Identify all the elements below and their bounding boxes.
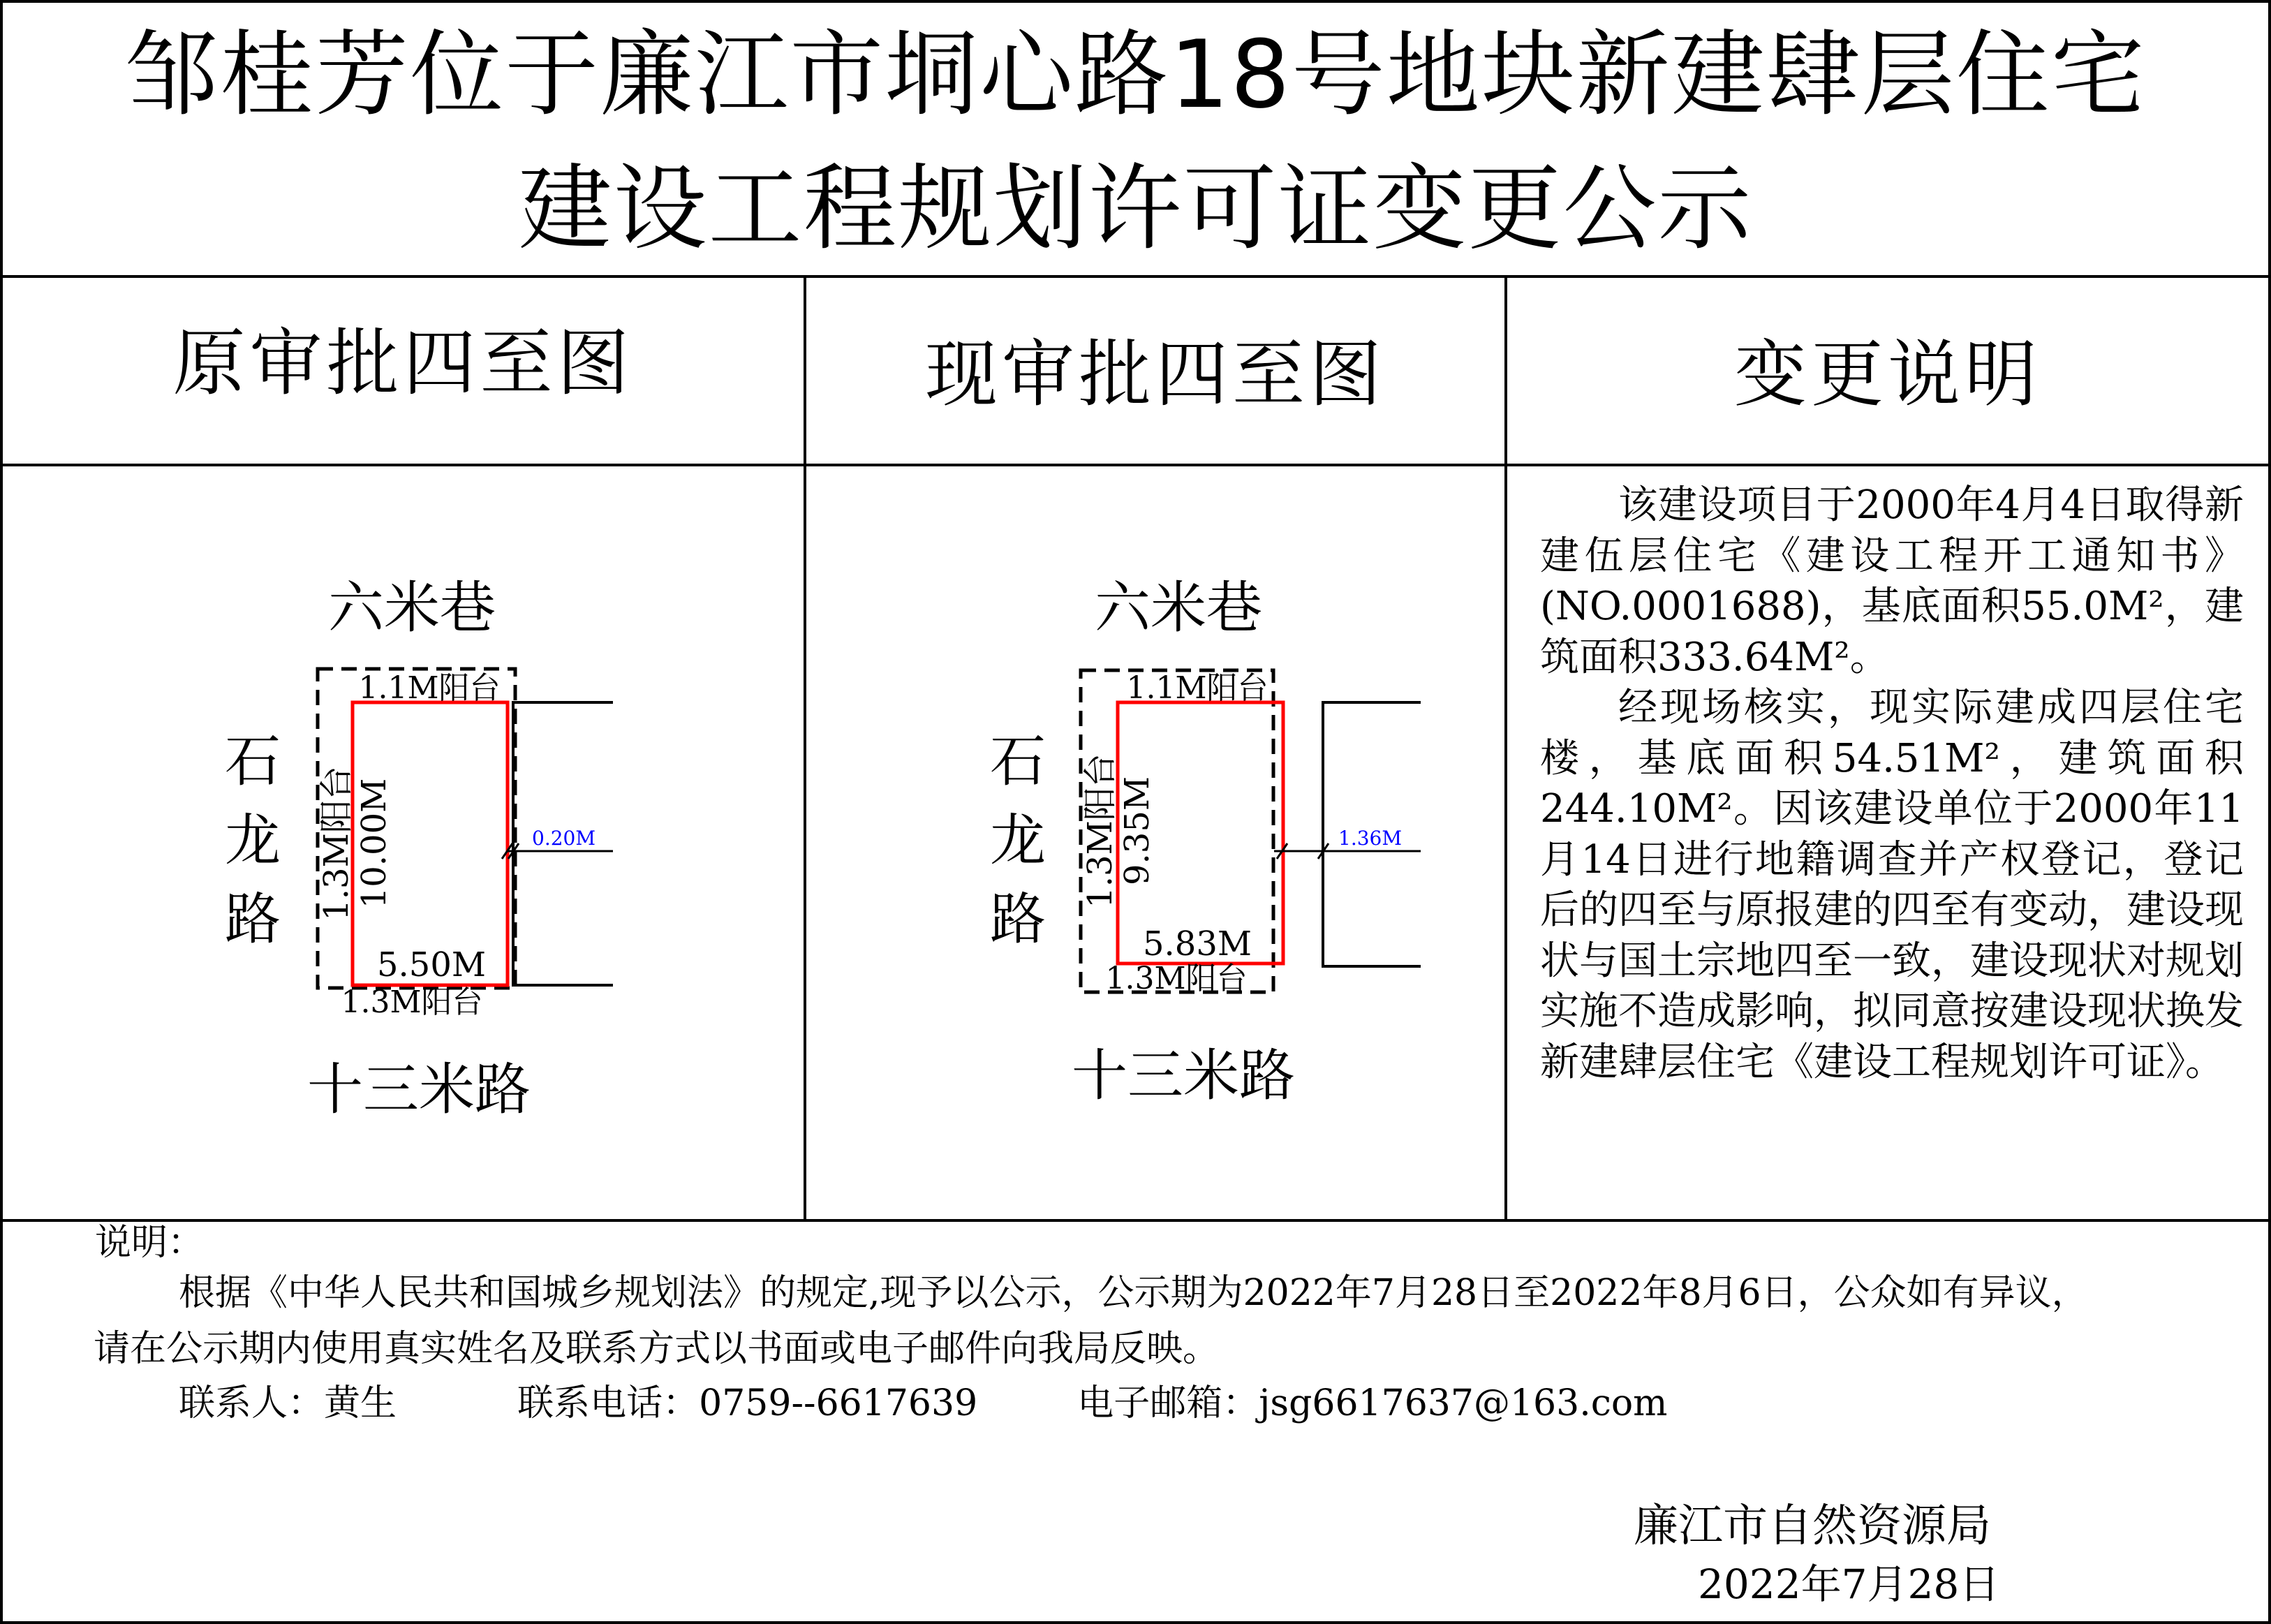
change-description-para2: 经现场核实，现实际建成四层住宅楼，基底面积54.51M²，建筑面积244.10M²。因该建设单位于2000年11月14日进行地籍调查并产权登记，登记后的四至与原报建的四至有变动，建设现状与国土宗地四至一致，建设现状对规划实施不造成影响，拟同意按建设现状换发新建肆层住宅《建设工程规划许可证》。 [1540,685,2244,1085]
original-gap-label: 0.20M [532,827,596,850]
border-top [0,0,2271,3]
original-top-balcony-label: 1.1M阳台 [358,670,501,706]
notice-title-line1: 邹桂芳位于廉江市垌心路18号地块新建肆层住宅 [125,20,2146,129]
original-bottom-balcony-label: 1.3M阳台 [341,984,483,1020]
change-description [1540,480,2244,1088]
current-width-label: 5.83M [1142,924,1252,964]
notes-line1: 根据《中华人民共和国城乡规划法》的规定,现予以公示，公示期为2022年7月28日至2022年8月6日，公众如有异议， [179,1272,2088,1314]
rule-under-title [0,275,2271,278]
current-bottom-balcony-label: 1.3M阳台 [1105,961,1248,996]
email-address: jsg6617637@163.com [1259,1382,1668,1424]
original-south-road: 十三米路 [307,1057,531,1122]
original-west-road-char-2: 龙 [225,808,281,873]
header-current-map: 现审批四至图 [924,332,1386,417]
contact-info [179,1382,1668,1424]
col-divider-2 [1504,275,1507,1222]
issue-date: 2022年7月28日 [1698,1560,2000,1608]
current-top-balcony-label: 1.1M阳台 [1126,670,1268,706]
current-west-road-char-3: 路 [990,887,1046,952]
current-north-road: 六米巷 [1095,575,1262,640]
original-width-label: 5.50M [376,945,487,984]
original-west-road-char-1: 石 [225,729,281,794]
original-length-label: 10.00M [355,778,394,909]
current-length-label: 9.35M [1118,776,1157,886]
original-north-road: 六米巷 [328,575,496,640]
current-west-road-char-1: 石 [990,729,1046,794]
notes-heading: 说明： [95,1222,205,1264]
phone-number: 0759--6617639 [699,1382,978,1424]
original-left-balcony-label: 1.3M阳台 [317,766,356,921]
border-bottom [0,1621,2271,1624]
header-original-map: 原审批四至图 [172,320,634,406]
current-west-road-char-2: 龙 [990,808,1046,873]
notes-line2: 请在公示期内使用真实姓名及联系方式以书面或电子邮件向我局反映。 [94,1328,1220,1370]
current-site-map [806,466,1504,1219]
current-south-road: 十三米路 [1072,1043,1295,1108]
original-west-road-char-3: 路 [225,887,281,952]
original-site-map [0,466,804,1219]
current-gap-label: 1.36M [1338,827,1403,850]
phone-label: 联系电话： [517,1382,700,1424]
contact-label: 联系人： [179,1382,325,1424]
email-label: 电子邮箱： [1077,1382,1259,1424]
current-left-balcony-label: 1.3M阳台 [1081,753,1120,908]
original-west-road [225,729,281,952]
header-change-description: 变更说明 [1733,332,2041,417]
change-description-para1: 该建设项目于2000年4月4日取得新建伍层住宅《建设工程开工通知书》(NO.0001688)，基底面积55.0M²，建筑面积333.64M²。 [1540,482,2244,680]
issuing-organization: 廉江市自然资源局 [1634,1500,1991,1552]
notice-title-line2: 建设工程规划许可证变更公示 [518,154,1753,263]
rule-above-notes [0,1219,2271,1222]
current-west-road [990,729,1046,952]
contact-name: 黄生 [324,1382,397,1424]
